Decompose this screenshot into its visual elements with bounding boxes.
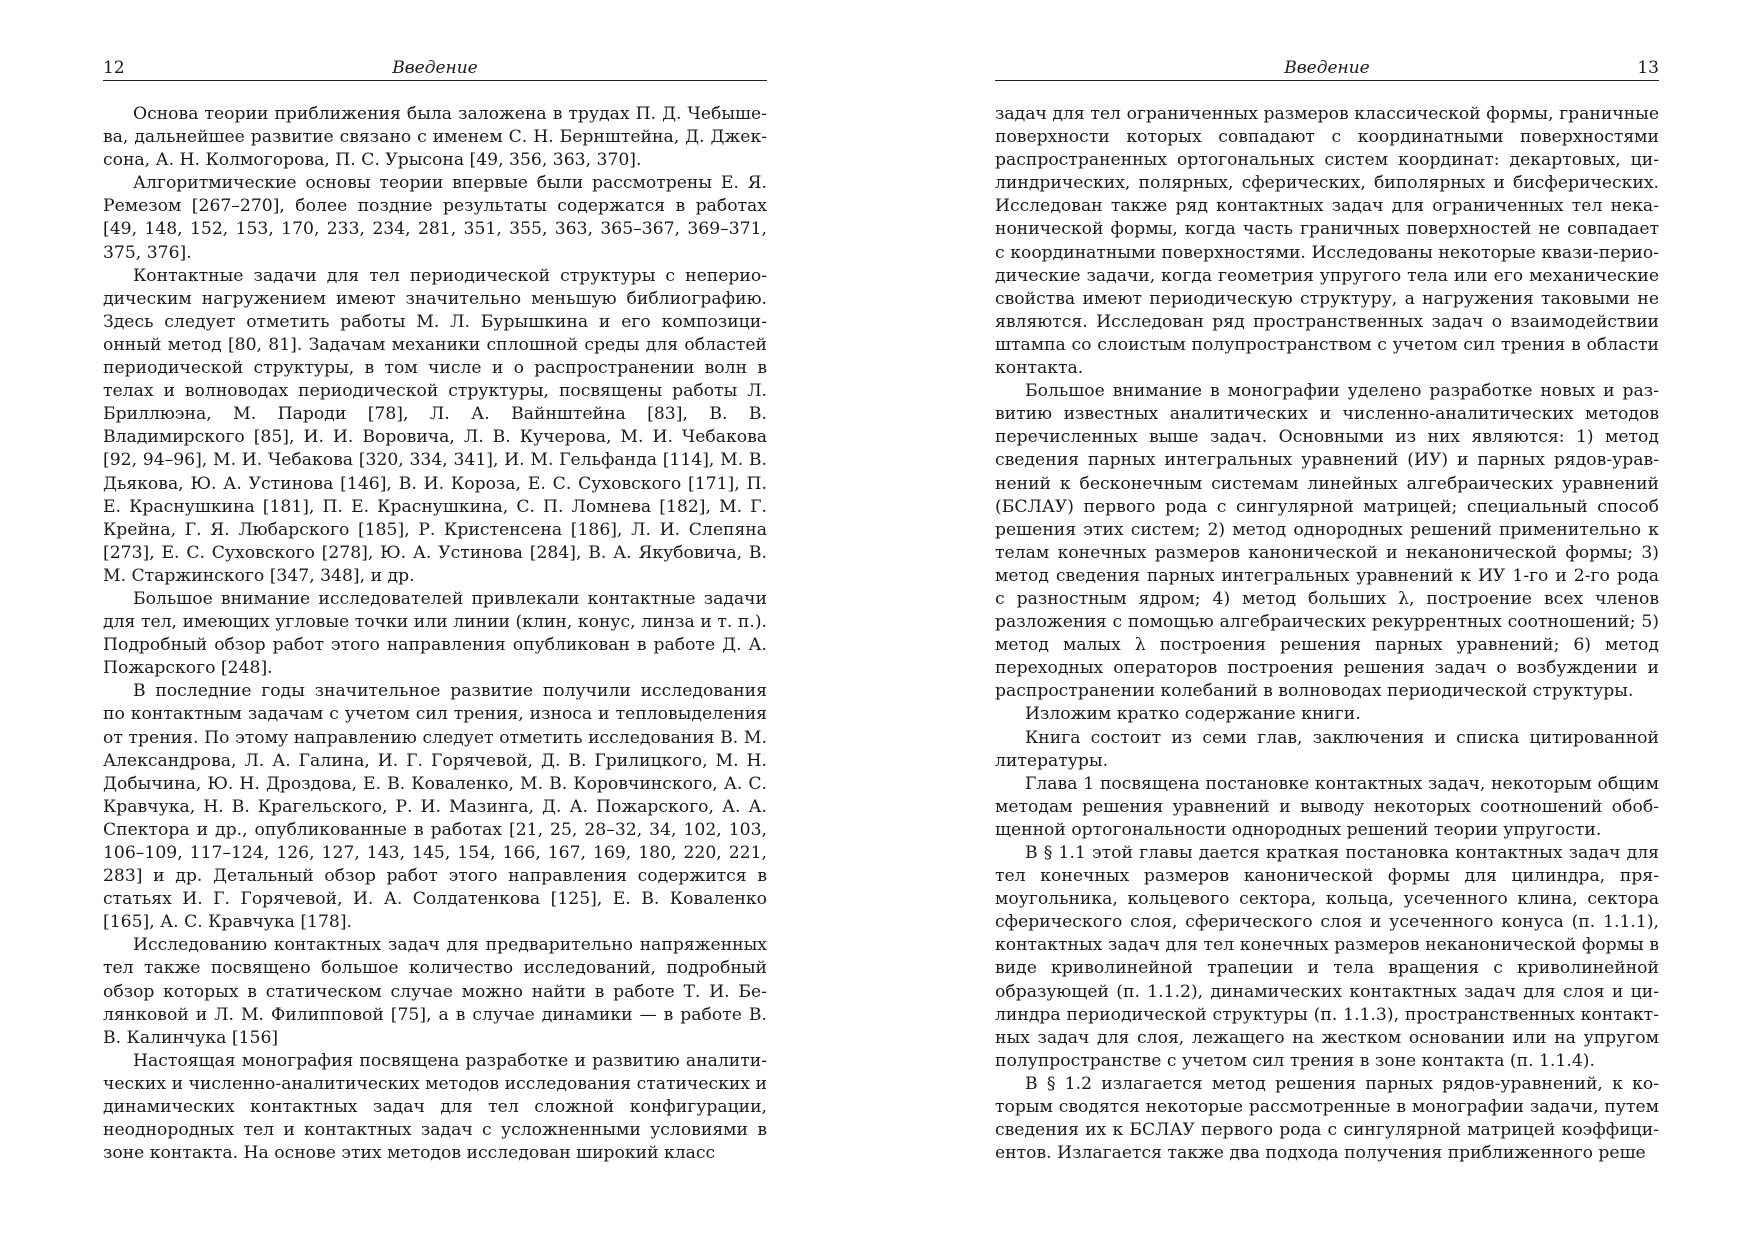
right-page-body: [995, 103, 1659, 1165]
left-page-number: 12: [103, 58, 125, 78]
paragraph: Глава 1 посвящена постановке контактных задач, некоторым общим методам решения уравнений и выводу некоторых соотношений обобщенной ортогональности однородных решений теории упругости.: [995, 773, 1659, 840]
paragraph: Настоящая монография посвящена разработке и развитию аналитических и численно-аналитических методов исследования статических и динамических контактных задач для тел сложной конфигурации, неоднородных тел и контактных задач с усложненными условиями в зоне контакта. На основе этих методов исследован широкий класс: [103, 1050, 767, 1164]
paragraph: В последние годы значительное развитие получили исследования по контактным задачам с учетом сил трения, износа и тепловыделения от трения. По этому направлению следует отметить исследования В. М. Александрова, Л. А. Галина, И. Г. Горячевой, Д. В. Грилицкого, М. Н. Добычина, Ю. Н. Дроздова, Е. В. Коваленко, М. В. Коровчинского, А. С. Кравчука, Н. В. Крагельского, Р. И. Мазинга, Д. А. Пожарского, А. А. Спектора и др., опубликованные в работах [21, 25, 28–32, 34, 102, 103, 106–109, 117–124, 126, 127, 143, 145, 154, 166, 167, 169, 180, 220, 221, 283] и др. Детальный обзор работ этого направления содержится в статьях И. Г. Горячевой, И. А. Солдатенкова [125], Е. В. Коваленко [165], А. С. Кравчука [178].: [103, 681, 767, 933]
paragraph: Изложим кратко содержание книги.: [1025, 704, 1361, 725]
right-running-head: Введение: [1284, 58, 1370, 78]
paragraph: Большое внимание исследователей привлекали контактные задачи для тел, имеющих угловые точки или линии (клин, конус, линза и т. п.). Подробный обзор работ этого направления опубликован в работе Д. А. Пожарского [248].: [103, 588, 767, 679]
right-page: [995, 0, 1659, 1165]
right-page-number: 13: [1637, 58, 1659, 78]
left-page: [103, 0, 767, 1165]
left-page-header: [103, 58, 767, 81]
paragraph: Контактные задачи для тел периодической структуры с непериодическим нагружением имеют значительно меньшую библиографию. Здесь следует отметить работы М. Л. Бурышкина и его композиционный метод [80, 81]. Задачам механики сплошной среды для областей периодической структуры, в том числе и о распространении волн в телах и волноводах периодической структуры, посвящены работы Л. Бриллюэна, М. Пароди [78], Л. А. Вайнштейна [83], В. В. Владимирского [85], И. И. Воровича, Л. В. Кучерова, М. И. Чебакова [92, 94–96], М. И. Чебакова [320, 334, 341], И. М. Гельфанда [114], М. В. Дьякова, Ю. А. Устинова [146], В. И. Короза, Е. С. Суховского [171], П. Е. Краснушкина [181], П. Е. Краснушкина, С. П. Ломнева [182], М. Г. Крейна, Г. Я. Любарского [185], Р. Кристенсена [186], Л. И. Слепяна [273], Е. С. Суховского [278], Ю. А. Устинова [284], В. А. Якубовича, В. М. Старжинского [347, 348], и др.: [103, 265, 767, 586]
paragraph: Алгоритмические основы теории впервые были рассмотрены Е. Я. Ремезом [267–270], более поздние результаты содержатся в работах [49, 148, 152, 153, 170, 233, 234, 281, 351, 355, 363, 365–367, 369–371, 375, 376].: [103, 173, 767, 263]
left-running-head: Введение: [392, 58, 478, 78]
paragraph: Основа теории приближения была заложена в трудах П. Д. Чебышева, дальнейшее развитие связано с именем С. Н. Бернштейна, Д. Джексона, А. Н. Колмогорова, П. С. Урысона [49, 356, 363, 370].: [103, 104, 767, 171]
paragraph: В § 1.2 излагается метод решения парных рядов-уравнений, к которым сводятся некоторые рассмотренные в монографии задачи, путем сведения их к БСЛАУ первого рода с сингулярной матрицей коэффициентов. Излагается также два подхода получения приближенного реше: [995, 1073, 1659, 1164]
left-page-body: [103, 103, 767, 1165]
right-page-header: [995, 58, 1659, 81]
paragraph: Большое внимание в монографии уделено разработке новых и развитию известных аналитических и численно-аналитических методов перечисленных выше задач. Основными из них являются: 1) метод сведения парных интегральных уравнений (ИУ) и парных рядов-уравнений к бесконечным системам линейных алгебраических уравнений (БСЛАУ) первого рода с сингулярной матрицей; специальный способ решения этих систем; 2) метод однородных решений применительно к телам конечных размеров канонической и неканонической формы; 3) метод сведения парных интегральных уравнений к ИУ 1-го и 2-го рода с разностным ядром; 4) метод больших λ, построение всех членов разложения с помощью алгебраических рекуррентных соотношений; 5) метод малых λ построения решения парных уравнений; 6) метод переходных операторов построения решения задач о возбуждении и распространении колебаний в волноводах периодической структуры.: [995, 381, 1659, 702]
paragraph: Исследованию контактных задач для предварительно напряженных тел также посвящено большое количество исследований, подробный обзор которых в статическом случае можно найти в работе Т. И. Белянковой и Л. М. Филипповой [75], а в случае динамики — в работе В. В. Калинчука [156]: [103, 935, 767, 1048]
paragraph: Книга состоит из семи глав, заключения и списка цитированной литературы.: [995, 727, 1659, 771]
paragraph-continued: задач для тел ограниченных размеров классической формы, граничные поверхности которых совпадают с координатными поверхностями распространенных ортогональных систем координат: декартовых, цилиндрических, полярных, сферических, биполярных и бисферических. Исследован также ряд контактных задач для ограниченных тел неканонической формы, когда часть граничных поверхностей не совпадает с координатными поверхностями. Исследованы некоторые квази-периодические задачи, когда геометрия упругого тела или его механические свойства имеют периодическую структуру, а нагружения таковыми не являются. Исследован ряд пространственных задач о взаимодействии штампа со слоистым полупространством с учетом сил трения в области контакта.: [995, 104, 1659, 379]
paragraph: В § 1.1 этой главы дается краткая постановка контактных задач для тел конечных размеров канонической формы для цилиндра, прямоугольника, кольцевого сектора, кольца, усеченного клина, сектора сферического слоя, сферического слоя и усеченного конуса (п. 1.1.1), контактных задач для тел конечных размеров неканонической формы в виде криволинейной трапеции и тела вращения с криволинейной образующей (п. 1.1.2), динамических контактных задач для слоя и цилиндра периодической структуры (п. 1.1.3), пространственных контактных задач для слоя, лежащего на жестком основании или на упругом полупространстве с учетом сил трения в зоне контакта (п. 1.1.4).: [995, 843, 1659, 1071]
